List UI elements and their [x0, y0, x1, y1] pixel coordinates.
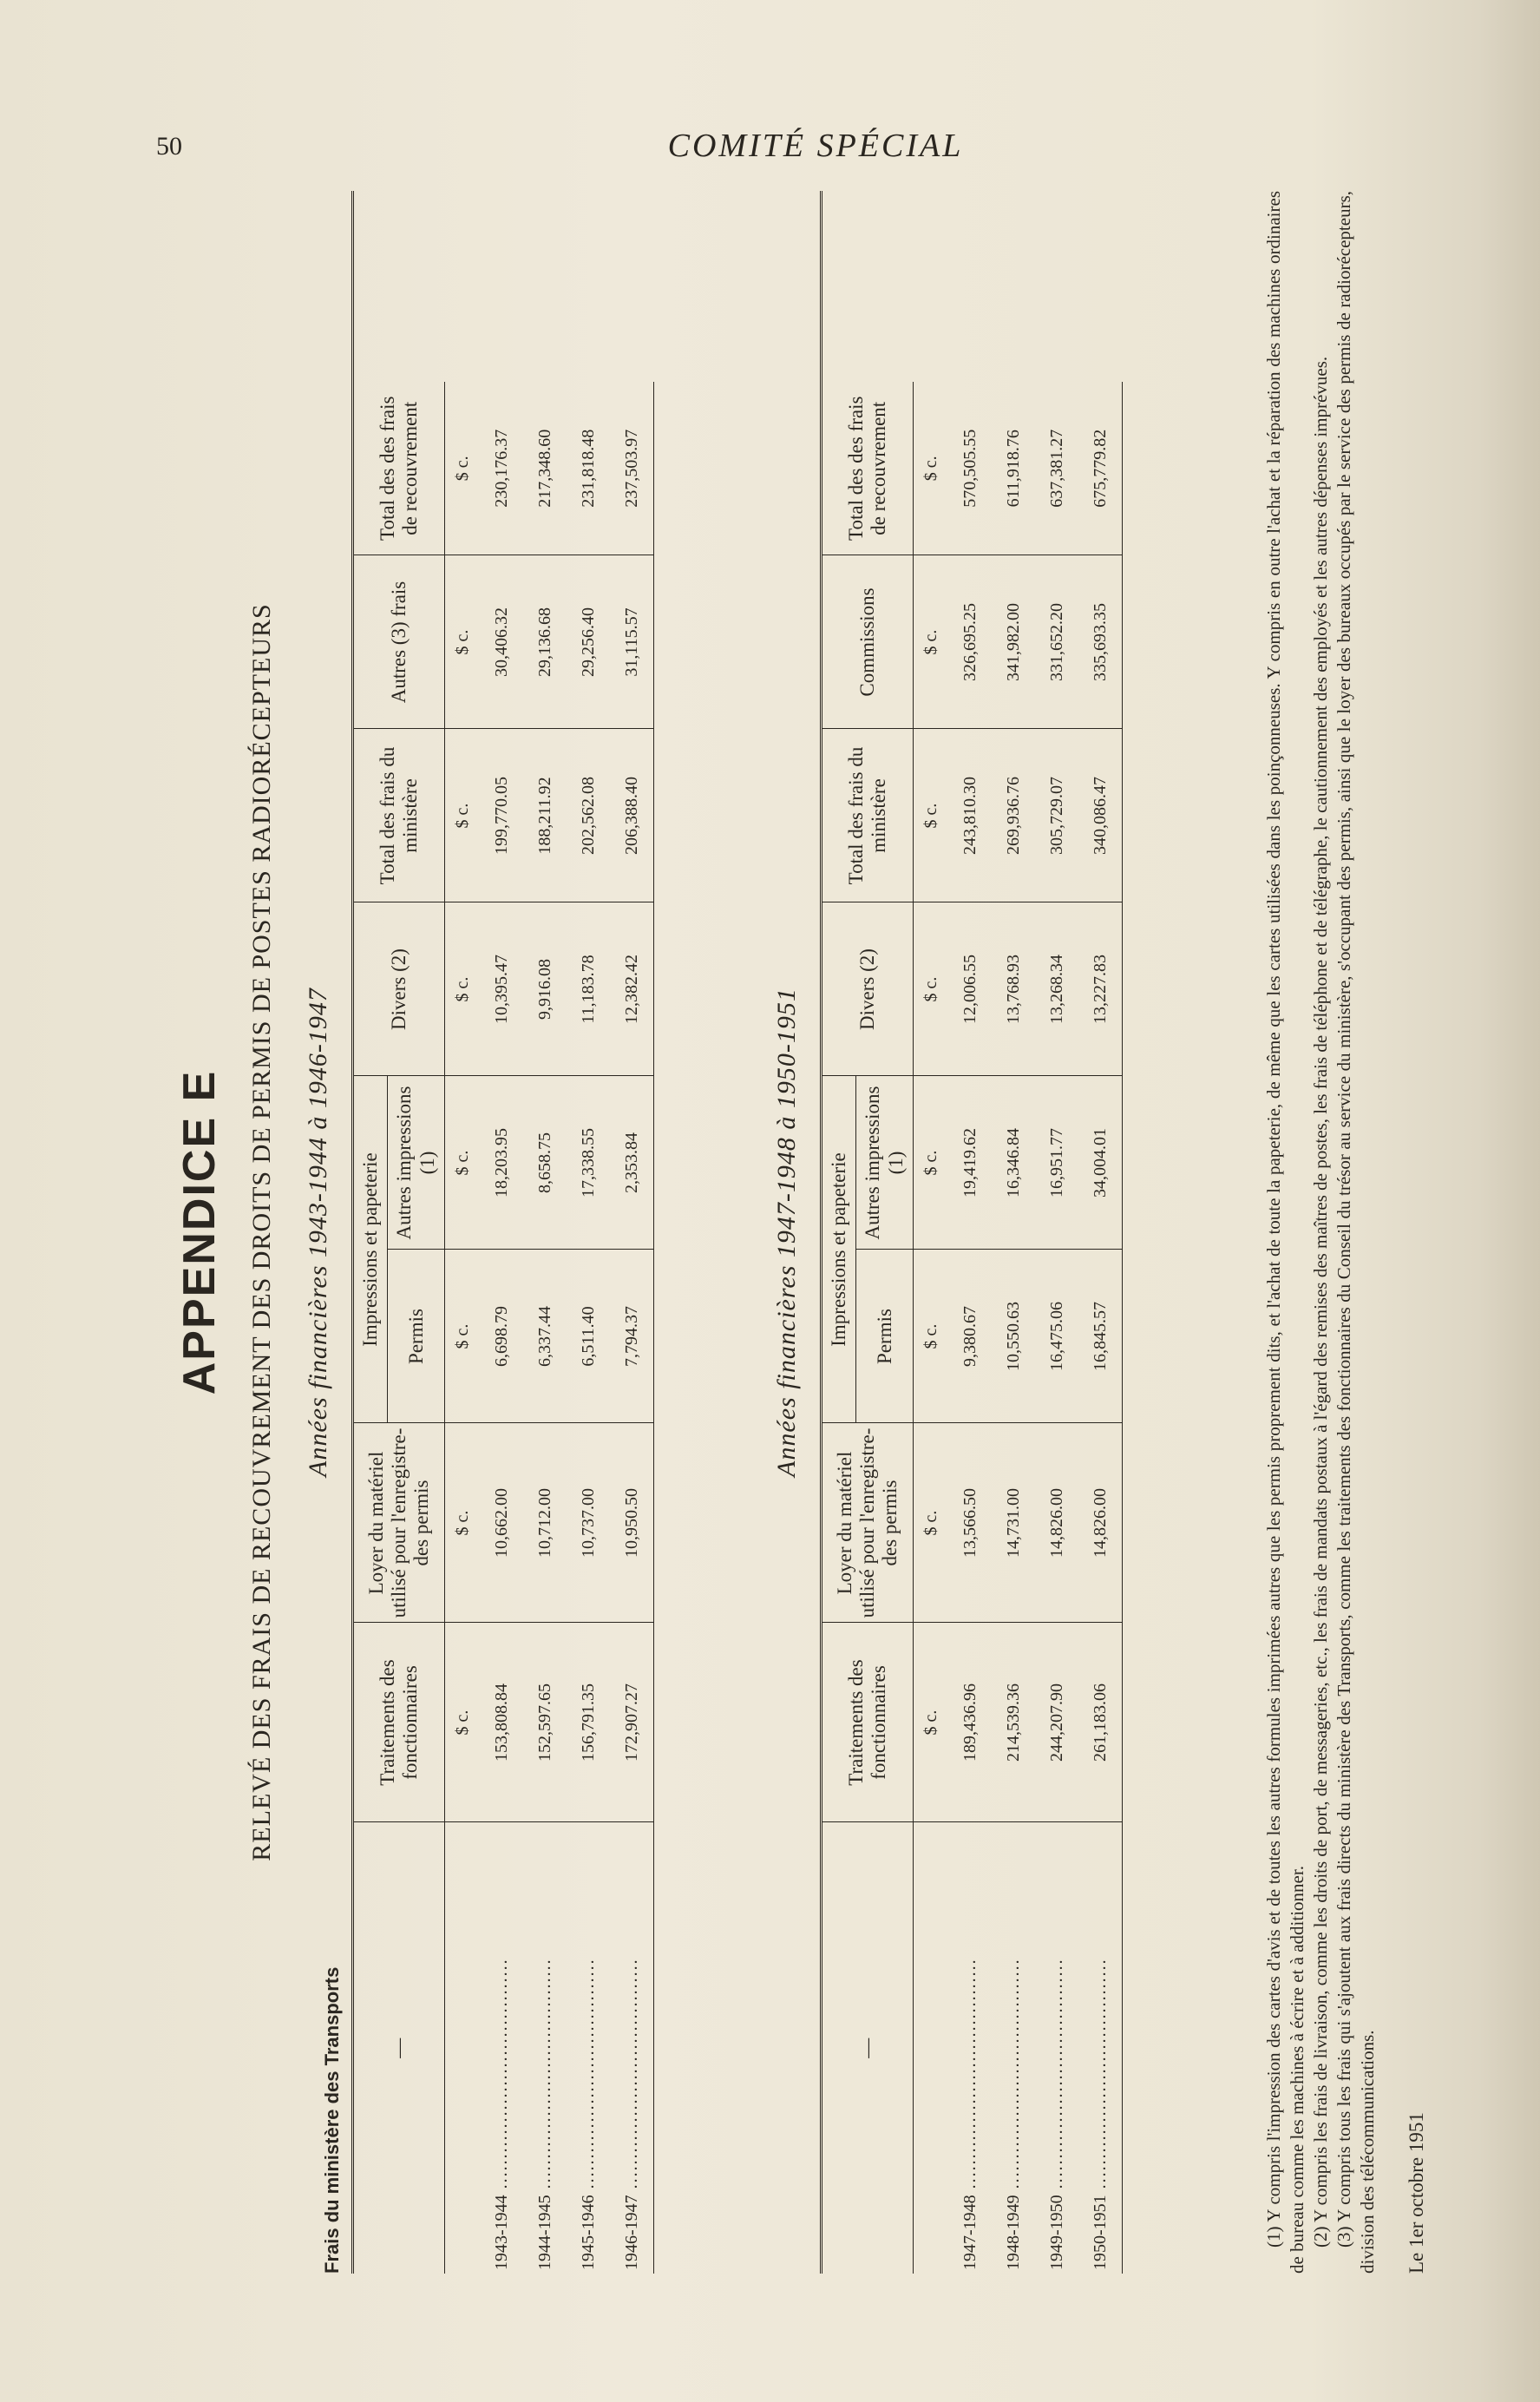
autres-impressions-header: Autres impressions (1) [856, 1076, 914, 1250]
value-cell: 16,951.77 [1035, 1076, 1078, 1250]
units-blank [445, 1822, 481, 2274]
ministry-label: Frais du ministère des Transports [321, 1966, 343, 2274]
value-cell: 2,353.84 [610, 1076, 654, 1250]
value-cell: 156,791.35 [567, 1623, 610, 1822]
table-row [480, 191, 523, 2274]
value-cell: 12,006.55 [948, 902, 992, 1076]
year-cell: 1945-1946 [578, 2195, 598, 2270]
year-cell: 1950-1951 [1090, 2195, 1110, 2270]
unit-cell: $ c. [445, 902, 481, 1076]
value-cell: 19,419.62 [948, 1076, 992, 1250]
year-cell: 1946-1947 [621, 2195, 641, 2270]
value-cell: 6,511.40 [567, 1250, 610, 1423]
unit-cell: $ c. [445, 382, 481, 555]
value-cell: 189,436.96 [948, 1623, 992, 1822]
value-cell: 18,203.95 [480, 1076, 523, 1250]
table-row [567, 191, 610, 2274]
value-cell: 570,505.55 [948, 382, 992, 555]
leader-dots: ...................................... [1003, 1958, 1023, 2195]
value-cell: 231,818.48 [567, 382, 610, 555]
value-cell: 13,268.34 [1035, 902, 1078, 1076]
value-cell: 10,737.00 [567, 1423, 610, 1623]
unit-cell: $ c. [445, 1623, 481, 1822]
unit-cell: $ c. [445, 555, 481, 729]
value-cell: 172,907.27 [610, 1623, 654, 1822]
value-cell: 31,115.57 [610, 555, 654, 729]
value-cell: 6,337.44 [523, 1250, 567, 1423]
divers-header: Divers (2) [353, 902, 445, 1076]
value-cell: 340,086.47 [1078, 729, 1123, 902]
running-title: COMITÉ SPÉCIAL [667, 128, 964, 164]
value-cell: 206,388.40 [610, 729, 654, 902]
unit-cell: $ c. [445, 1423, 481, 1623]
table2 [820, 191, 1123, 2274]
appendix-title: APPENDICE E [174, 1069, 225, 1395]
unit-cell: $ c. [914, 729, 949, 902]
table1-period: Années financières 1943-1944 à 1946-1947 [304, 988, 332, 1477]
table-row [523, 191, 567, 2274]
value-cell: 199,770.05 [480, 729, 523, 902]
value-cell: 10,662.00 [480, 1423, 523, 1623]
unit-cell: $ c. [914, 555, 949, 729]
value-cell: 269,936.76 [992, 729, 1035, 902]
appendix-subtitle: RELEVÉ DES FRAIS DE RECOUVREMENT DES DROITS DE PERMIS DE POSTES RADIORÉCEPTEURS [247, 603, 276, 1861]
unit-cell: $ c. [914, 902, 949, 1076]
value-cell: 261,183.06 [1078, 1623, 1123, 1822]
value-cell: 244,207.90 [1035, 1623, 1078, 1822]
value-cell: 14,826.00 [1078, 1423, 1123, 1623]
year-cell: 1949-1950 [1046, 2195, 1066, 2270]
value-cell: 188,211.92 [523, 729, 567, 902]
value-cell: 152,597.65 [523, 1623, 567, 1822]
units-blank [914, 1822, 949, 2274]
leader-dots: ...................................... [491, 1958, 511, 2195]
value-cell: 237,503.97 [610, 382, 654, 555]
leader-dots: ...................................... [534, 1958, 554, 2195]
value-cell: 10,950.50 [610, 1423, 654, 1623]
commissions-header: Commissions [822, 555, 914, 729]
rotated-appendix [174, 191, 1449, 2274]
document-date: Le 1er octobre 1951 [1406, 2112, 1427, 2274]
value-cell: 326,695.25 [948, 555, 992, 729]
value-cell: 611,918.76 [992, 382, 1035, 555]
value-cell: 214,539.36 [992, 1623, 1035, 1822]
footnote-2: (2) Y compris les frais de livraison, comme les droits de port, de messageries, etc., les frais de mandats postaux à l'égard des remises des maîtres de postes, les frais de téléphone et de télégraphe, le cautionnement des employés et les autres dépenses imprévues. [1309, 356, 1331, 2248]
units-row [445, 191, 481, 2274]
permis-header: Permis [856, 1250, 914, 1423]
permis-header: Permis [388, 1250, 445, 1423]
loyer-header: Loyer du matériel utilisé pour l'enregistre-des permis [353, 1423, 445, 1623]
unit-cell: $ c. [914, 1423, 949, 1623]
value-cell: 9,916.08 [523, 902, 567, 1076]
value-cell: 7,794.37 [610, 1250, 654, 1423]
leader-dots: ...................................... [1046, 1958, 1066, 2195]
year-cell: 1947-1948 [960, 2195, 980, 2270]
value-cell: 16,845.57 [1078, 1250, 1123, 1423]
value-cell: 30,406.32 [480, 555, 523, 729]
table-row [1035, 191, 1078, 2274]
total-recouvrement-header: Total des des frais de recouvrement [822, 382, 914, 555]
total-ministere-header: Total des frais du ministère [353, 729, 445, 902]
traitements-header: Traitements des fonctionnaires [353, 1623, 445, 1822]
leader-dots: ...................................... [1090, 1958, 1110, 2195]
value-cell: 13,566.50 [948, 1423, 992, 1623]
value-cell: 8,658.75 [523, 1076, 567, 1250]
leader-dots: ...................................... [578, 1958, 598, 2195]
value-cell: 331,652.20 [1035, 555, 1078, 729]
value-cell: 6,698.79 [480, 1250, 523, 1423]
divers-header: Divers (2) [822, 902, 914, 1076]
year-header: — [855, 2038, 878, 2058]
value-cell: 12,382.42 [610, 902, 654, 1076]
value-cell: 637,381.27 [1035, 382, 1078, 555]
footnote-1: (1) Y compris l'impression des cartes d'avis et de toutes les autres formules imprimées autres que les permis proprement dits, et l'achat de toute la papeterie, de même que les cartes utilisées dans les poinçonneuses. Y compris en outre l'achat et la réparation des machines ordinaires de bureau comme les machines à écrire et à additionner. [1263, 191, 1307, 2274]
value-cell: 675,779.82 [1078, 382, 1123, 555]
total-ministere-header: Total des frais du ministère [822, 729, 914, 902]
total-recouvrement-header: Total des des frais de recouvrement [353, 382, 445, 555]
year-header: — [387, 2038, 410, 2058]
impressions-group-header: Impressions et papeterie [822, 1076, 856, 1423]
value-cell: 10,395.47 [480, 902, 523, 1076]
value-cell: 243,810.30 [948, 729, 992, 902]
value-cell: 335,693.35 [1078, 555, 1123, 729]
table2-period: Années financières 1947-1948 à 1950-1951 [772, 988, 801, 1477]
leader-dots: ...................................... [621, 1958, 641, 2195]
table-row [1078, 191, 1123, 2274]
traitements-header: Traitements des fonctionnaires [822, 1623, 914, 1822]
autres-frais-header: Autres (3) frais [353, 555, 445, 729]
table-row [992, 191, 1035, 2274]
unit-cell: $ c. [445, 1076, 481, 1250]
unit-cell: $ c. [445, 1250, 481, 1423]
year-cell: 1944-1945 [534, 2195, 554, 2270]
value-cell: 230,176.37 [480, 382, 523, 555]
value-cell: 14,731.00 [992, 1423, 1035, 1623]
value-cell: 202,562.08 [567, 729, 610, 902]
units-row [914, 191, 949, 2274]
footnotes [1262, 191, 1379, 2274]
footnote-3: (3) Y compris tous les frais qui s'ajoutent aux frais directs du ministère des Transports, comme les traitements des fonctionnaires du Conseil du trésor au service du ministère, s'occupant des permis, ainsi que le loyer des bureaux occupés par le service des permis de radiorécepteurs, division des télécommunications. [1333, 191, 1378, 2274]
value-cell: 34,004.01 [1078, 1076, 1123, 1250]
value-cell: 341,982.00 [992, 555, 1035, 729]
page-number: 50 [156, 132, 182, 161]
unit-cell: $ c. [914, 382, 949, 555]
value-cell: 13,227.83 [1078, 902, 1123, 1076]
value-cell: 16,475.06 [1035, 1250, 1078, 1423]
unit-cell: $ c. [914, 1250, 949, 1423]
year-cell: 1948-1949 [1003, 2195, 1023, 2270]
value-cell: 11,183.78 [567, 902, 610, 1076]
loyer-header: Loyer du matériel utilisé pour l'enregistre-des permis [822, 1423, 914, 1623]
value-cell: 29,256.40 [567, 555, 610, 729]
table1 [351, 191, 654, 2274]
table-row [948, 191, 992, 2274]
value-cell: 9,380.67 [948, 1250, 992, 1423]
unit-cell: $ c. [914, 1076, 949, 1250]
value-cell: 16,346.84 [992, 1076, 1035, 1250]
unit-cell: $ c. [445, 729, 481, 902]
value-cell: 10,550.63 [992, 1250, 1035, 1423]
value-cell: 29,136.68 [523, 555, 567, 729]
value-cell: 305,729.07 [1035, 729, 1078, 902]
leader-dots: ...................................... [960, 1958, 980, 2195]
value-cell: 10,712.00 [523, 1423, 567, 1623]
unit-cell: $ c. [914, 1623, 949, 1822]
value-cell: 217,348.60 [523, 382, 567, 555]
autres-impressions-header: Autres impressions (1) [388, 1076, 445, 1250]
year-cell: 1943-1944 [491, 2195, 511, 2270]
value-cell: 153,808.84 [480, 1623, 523, 1822]
value-cell: 17,338.55 [567, 1076, 610, 1250]
impressions-group-header: Impressions et papeterie [353, 1076, 388, 1423]
value-cell: 14,826.00 [1035, 1423, 1078, 1623]
table-row [610, 191, 654, 2274]
page-header [156, 121, 1475, 174]
value-cell: 13,768.93 [992, 902, 1035, 1076]
